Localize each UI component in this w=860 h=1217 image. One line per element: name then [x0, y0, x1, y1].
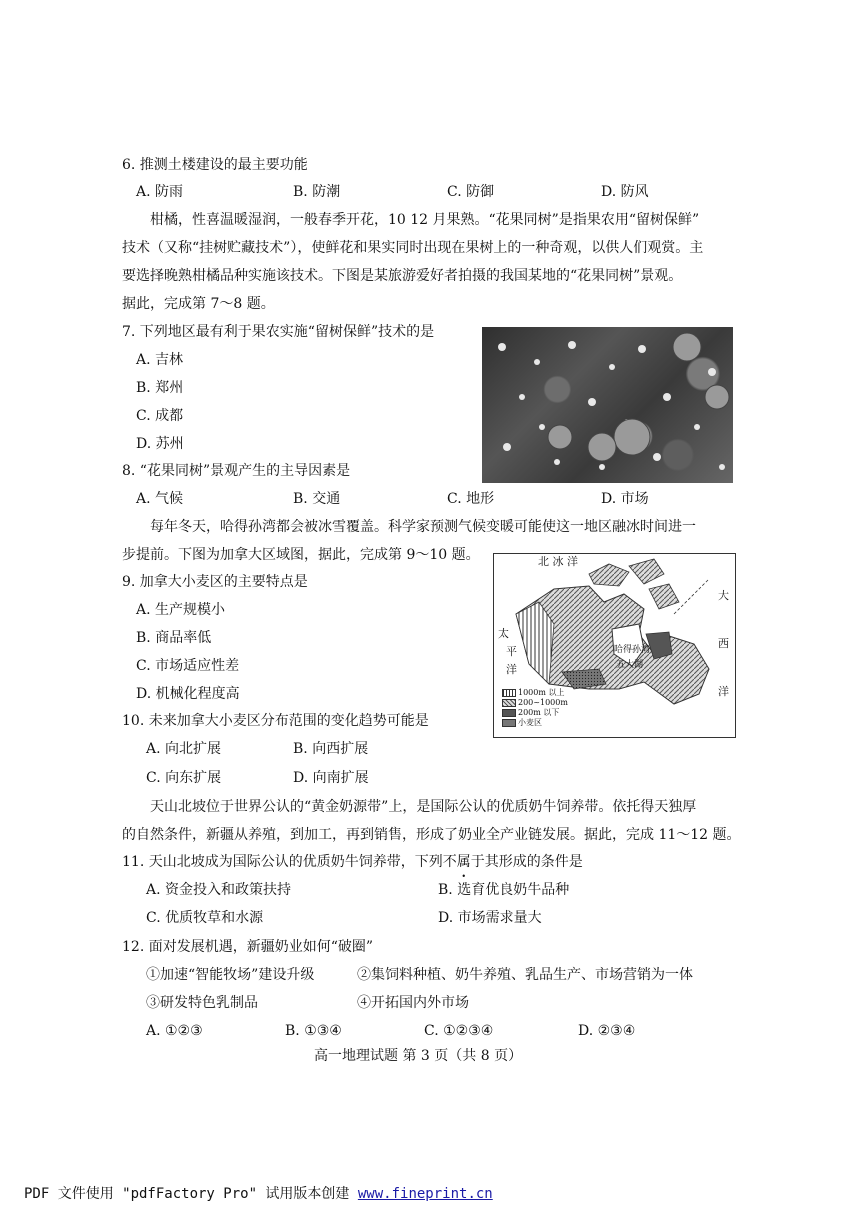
- map-label-great-lakes: 五大湖: [616, 660, 644, 670]
- citrus-flowers-fruit-photo: [482, 327, 733, 483]
- watermark-text: PDF 文件使用 "pdfFactory Pro" 试用版本创建: [24, 1186, 358, 1202]
- q9-option-a: A. 生产规模小: [136, 602, 226, 618]
- q12-option-b: B. ①③④: [285, 1023, 342, 1039]
- legend-item-high-mountain: 1000m 以上: [502, 688, 568, 698]
- map-label-atlantic-1: 大: [718, 589, 729, 602]
- q11-option-c: C. 优质牧草和水源: [146, 910, 264, 926]
- question-10-stem: 10. 未来加拿大小麦区分布范围的变化趋势可能是: [122, 713, 429, 729]
- q10-option-d: D. 向南扩展: [293, 770, 369, 786]
- map-label-atlantic-3: 洋: [718, 685, 729, 698]
- q7-option-d: D. 苏州: [136, 436, 184, 452]
- passage-1-line-3: 要选择晚熟柑橘品种实施该技术。下图是某旅游爱好者拍摄的我国某地的“花果同树”景观。: [122, 268, 683, 284]
- q12-item-1: ①加速“智能牧场”建设升级: [146, 967, 315, 983]
- q7-option-c: C. 成都: [136, 408, 184, 424]
- q11-option-d: D. 市场需求量大: [438, 910, 542, 926]
- q10-option-a: A. 向北扩展: [146, 741, 222, 757]
- watermark-link[interactable]: www.fineprint.cn: [357, 1186, 493, 1202]
- q11-option-a: A. 资金投入和政策扶持: [146, 882, 292, 898]
- question-11-stem: [122, 852, 583, 872]
- q9-option-c: C. 市场适应性差: [136, 658, 240, 674]
- question-8-stem: 8. “花果同树”景观产生的主导因素是: [122, 463, 351, 479]
- passage-1-line-4: 据此，完成第 7～8 题。: [122, 296, 275, 312]
- q10-option-c: C. 向东扩展: [146, 770, 222, 786]
- map-label-arctic-ocean: 北 冰 洋: [538, 555, 578, 568]
- q12-option-a: A. ①②③: [146, 1023, 203, 1039]
- q10-option-b: B. 向西扩展: [293, 741, 369, 757]
- question-7-stem: 7. 下列地区最有利于果农实施“留树保鲜”技术的是: [122, 324, 435, 340]
- passage-1-line-1: 柑橘，性喜温暖湿润，一般春季开花，10 12 月果熟。“花果同树”是指果农用“留树保鲜”: [150, 212, 700, 228]
- legend-item-wheat: 小麦区: [502, 718, 568, 728]
- q8-option-b: B. 交通: [293, 491, 341, 507]
- q6-option-b: B. 防潮: [293, 184, 341, 200]
- q8-option-a: A. 气候: [136, 491, 184, 507]
- q9-option-d: D. 机械化程度高: [136, 686, 240, 702]
- legend-item-plateau: 200~1000m: [502, 698, 568, 708]
- map-label-hudson-bay: 哈得孙湾: [614, 645, 651, 655]
- q12-option-d: D. ②③④: [578, 1023, 636, 1039]
- q9-option-b: B. 商品率低: [136, 630, 212, 646]
- q12-item-4: ④开拓国内外市场: [357, 995, 469, 1011]
- q6-option-a: A. 防雨: [136, 184, 184, 200]
- pdf-watermark: [24, 1184, 493, 1204]
- map-label-pacific-1: 太: [498, 627, 509, 640]
- legend-item-lowland: 200m 以下: [502, 708, 568, 718]
- question-6-stem: 6. 推测土楼建设的最主要功能: [122, 157, 308, 173]
- map-label-pacific-3: 洋: [506, 663, 517, 676]
- q11-emphasis: 不属于: [442, 854, 485, 870]
- q7-option-b: B. 郑州: [136, 380, 184, 396]
- map-label-pacific-2: 平: [506, 645, 517, 658]
- map-label-atlantic-2: 西: [718, 637, 729, 650]
- q7-option-a: A. 吉林: [136, 352, 184, 368]
- passage-3-line-1: 天山北坡位于世界公认的“黄金奶源带”上，是国际公认的优质奶牛饲养带。依托得天独厚: [150, 799, 697, 815]
- question-9-stem: 9. 加拿大小麦区的主要特点是: [122, 574, 308, 590]
- q8-option-c: C. 地形: [447, 491, 495, 507]
- q6-option-c: C. 防御: [447, 184, 495, 200]
- canada-region-map: [493, 553, 736, 738]
- question-12-stem: 12. 面对发展机遇，新疆奶业如何“破圈”: [122, 939, 374, 955]
- q6-option-d: D. 防风: [601, 184, 649, 200]
- q11-stem-part-2: 其形成的条件是: [484, 854, 583, 870]
- q11-stem-part-1: 11. 天山北坡成为国际公认的优质奶牛饲养带，下列: [122, 854, 443, 870]
- passage-2-line-1: 每年冬天，哈得孙湾都会被冰雪覆盖。科学家预测气候变暖可能使这一地区融冰时间进一: [150, 519, 696, 535]
- q12-item-3: ③研发特色乳制品: [146, 995, 258, 1011]
- map-legend: [502, 688, 568, 728]
- passage-1-line-2: 技术（又称“挂树贮藏技术”），使鲜花和果实同时出现在果树上的一种奇观，以供人们观赏。主: [122, 240, 704, 256]
- q12-item-2: ②集饲料种植、奶牛养殖、乳品生产、市场营销为一体: [357, 967, 693, 983]
- page-number-footer: 高一地理试题 第 3 页（共 8 页）: [314, 1048, 523, 1064]
- q11-option-b: B. 选育优良奶牛品种: [438, 882, 570, 898]
- q8-option-d: D. 市场: [601, 491, 649, 507]
- q12-option-c: C. ①②③④: [424, 1023, 494, 1039]
- passage-3-line-2: 的自然条件，新疆从养殖，到加工，再到销售，形成了奶业全产业链发展。据此，完成 11～12 题。: [122, 827, 741, 843]
- passage-2-line-2: 步提前。下图为加拿大区域图，据此，完成第 9～10 题。: [122, 547, 480, 563]
